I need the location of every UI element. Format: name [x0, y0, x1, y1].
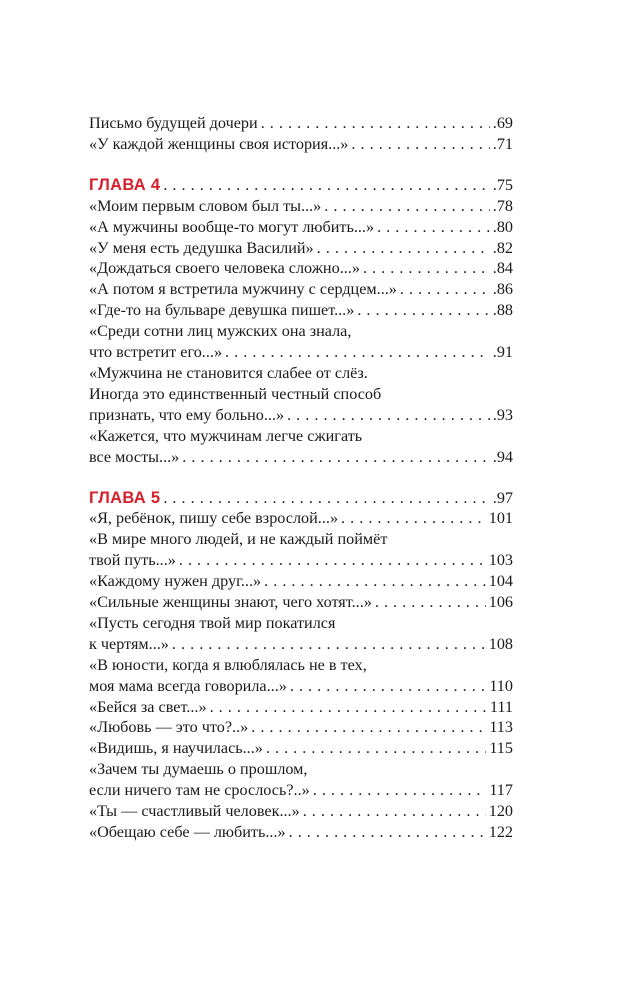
toc-entry-page: .88 — [492, 301, 513, 320]
leader-dots — [163, 175, 489, 196]
leader-dots — [400, 279, 490, 300]
leader-dots — [179, 550, 486, 571]
toc-entry-title: «Каждому нужен друг...» — [89, 572, 262, 591]
toc-entry — [89, 592, 513, 613]
toc-entry-page: 103 — [488, 551, 513, 570]
toc-entry-page: .84 — [492, 259, 513, 278]
toc-entry — [89, 300, 513, 321]
leader-dots — [210, 697, 487, 718]
toc-entry-title: «У меня есть дедушка Василий» — [89, 238, 314, 257]
chapter-heading-4 — [89, 175, 513, 196]
toc-entry — [89, 571, 513, 592]
toc-entry — [89, 550, 513, 571]
leader-dots — [363, 258, 490, 279]
toc-entry-page: 115 — [489, 739, 513, 758]
toc-entry-page: 101 — [488, 509, 513, 528]
leader-dots — [287, 405, 490, 426]
leader-dots — [341, 508, 486, 529]
toc-entry-title: «Бейся за свет...» — [89, 697, 207, 716]
toc-entry-title: Письмо будущей дочери — [89, 114, 258, 132]
chapter-page: .75 — [492, 175, 513, 194]
toc-entry-title: «Любовь — это что?..» — [89, 718, 249, 737]
toc-entry-title: «Ты — счастливый человек...» — [89, 802, 300, 821]
toc-entry — [89, 113, 513, 134]
chapter-page: .97 — [492, 488, 513, 507]
leader-dots — [264, 571, 486, 592]
toc-entry-title: твой путь...» — [89, 551, 176, 570]
toc-entry-page: .80 — [492, 217, 513, 236]
toc-entry-page: .86 — [492, 280, 513, 299]
toc-entry-page: 111 — [489, 697, 513, 716]
toc-entry-line: «В мире много людей, и не каждый поймёт — [89, 530, 388, 549]
toc-entry-page: .91 — [492, 343, 513, 362]
leader-dots — [375, 592, 486, 613]
leader-dots — [290, 676, 486, 697]
leader-dots — [163, 488, 489, 509]
toc-entry — [89, 342, 513, 363]
toc-entry-title: «А потом я встретила мужчину с сердцем...» — [89, 280, 397, 299]
toc-entry — [89, 801, 513, 822]
section-gap — [89, 155, 513, 175]
leader-dots — [351, 134, 489, 155]
toc-entry — [89, 634, 513, 655]
toc-entry — [89, 780, 513, 801]
toc-entry-line: Иногда это единственный честный способ — [89, 384, 382, 403]
leader-dots — [289, 822, 486, 843]
toc-entry-title: признать, что ему больно...» — [89, 405, 285, 424]
toc-entry — [89, 447, 513, 468]
toc-entry-page: 122 — [488, 823, 513, 841]
toc-entry-line: «Зачем ты думаешь о прошлом, — [89, 760, 308, 779]
toc-entry — [89, 717, 513, 738]
toc-entry-line: «Мужчина не становится слабее от слёз. — [89, 363, 368, 382]
toc-entry-page: 120 — [488, 802, 513, 821]
toc-entry — [89, 196, 513, 217]
toc-entry-page: .69 — [492, 114, 513, 132]
toc-entry — [89, 279, 513, 300]
toc-entry-title: что встретит его...» — [89, 343, 223, 362]
toc-entry-page: .93 — [492, 405, 513, 424]
toc-entry — [89, 738, 513, 759]
chapter-title: ГЛАВА 4 — [89, 175, 161, 194]
leader-dots — [266, 738, 486, 759]
toc-entry-title: «Где-то на бульваре девушка пишет...» — [89, 301, 355, 320]
leader-dots — [251, 717, 486, 738]
leader-dots — [261, 113, 490, 134]
toc-entry-page: .94 — [492, 447, 513, 466]
toc-entry-page: 117 — [489, 781, 513, 800]
toc-entry — [89, 697, 513, 718]
toc-entry-page: .78 — [492, 196, 513, 215]
table-of-contents — [89, 113, 513, 843]
toc-entry-page: .71 — [492, 134, 513, 153]
toc-entry — [89, 134, 513, 155]
toc-entry-line: «В юности, когда я влюблялась не в тех, — [89, 655, 367, 674]
toc-entry-title: «У каждой женщины своя история...» — [89, 134, 349, 153]
toc-entry-title: к чертям...» — [89, 634, 169, 653]
toc-entry — [89, 217, 513, 238]
toc-entry — [89, 258, 513, 279]
toc-entry-title: «Видишь, я научилась...» — [89, 739, 263, 758]
leader-dots — [303, 801, 486, 822]
leader-dots — [225, 342, 490, 363]
toc-entry — [89, 405, 513, 426]
chapter-title: ГЛАВА 5 — [89, 488, 161, 507]
toc-entry-page: 113 — [489, 718, 513, 737]
toc-entry-title: «Обещаю себе — любить...» — [89, 823, 286, 841]
leader-dots — [377, 217, 490, 238]
toc-entry-title: моя мама всегда говорила...» — [89, 676, 287, 695]
toc-entry-title: «Дождаться своего человека сложно...» — [89, 259, 360, 278]
toc-entry-page: 108 — [488, 634, 513, 653]
leader-dots — [317, 238, 490, 259]
leader-dots — [313, 780, 487, 801]
toc-entry — [89, 508, 513, 529]
toc-entry-title: «Сильные женщины знают, чего хотят...» — [89, 593, 372, 612]
leader-dots — [357, 300, 489, 321]
toc-entry-title: «А мужчины вообще-то могут любить...» — [89, 217, 375, 236]
toc-entry — [89, 822, 513, 843]
toc-entry-title: «Моим первым словом был ты...» — [89, 196, 322, 215]
leader-dots — [182, 447, 489, 468]
toc-entry-title: если ничего там не срослось?..» — [89, 781, 310, 800]
leader-dots — [324, 196, 489, 217]
toc-entry — [89, 238, 513, 259]
toc-entry-title: все мосты...» — [89, 447, 180, 466]
toc-entry — [89, 676, 513, 697]
toc-entry-page: 104 — [488, 572, 513, 591]
toc-entry-title: «Я, ребёнок, пишу себе взрослой...» — [89, 509, 339, 528]
toc-entry-line: «Кажется, что мужчинам легче сжигать — [89, 426, 363, 445]
toc-entry-line: «Пусть сегодня твой мир покатился — [89, 613, 336, 632]
toc-entry-page: .82 — [492, 238, 513, 257]
leader-dots — [172, 634, 486, 655]
section-gap — [89, 468, 513, 488]
chapter-heading-5 — [89, 488, 513, 509]
toc-entry-line: «Среди сотни лиц мужских она знала, — [89, 322, 352, 341]
toc-entry-page: 110 — [489, 676, 513, 695]
toc-entry-page: 106 — [488, 593, 513, 612]
